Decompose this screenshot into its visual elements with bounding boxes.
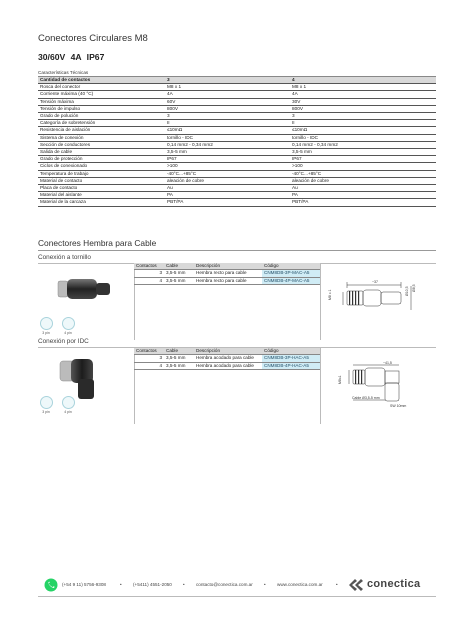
pin-3-badge-icon — [40, 317, 53, 330]
table-cell: 3 — [134, 355, 164, 362]
table-cell: 800V — [290, 105, 436, 112]
thread-dimension: M8 x 1 — [328, 289, 332, 300]
brand-logo-text: conectica — [367, 578, 421, 590]
screw-subtitle: Conexión a tornillo — [38, 254, 91, 261]
table-cell: Material del aislante — [38, 192, 165, 199]
table-row — [38, 98, 436, 105]
table-row — [134, 355, 320, 362]
table-row — [38, 156, 436, 163]
table-cell: aleación de cobre — [290, 177, 436, 184]
table-cell: 3 — [290, 113, 436, 120]
footer-rule — [38, 596, 436, 597]
table-cell: Au — [165, 185, 290, 192]
table-cell: PA — [290, 192, 436, 199]
wrench-size-dimension: SW 10mm — [390, 404, 407, 408]
footer-phone-2: (+5411) 4551-2050 — [133, 582, 172, 587]
table-cell: tornillo - IDC — [290, 134, 436, 141]
table-cell: 3,5-5 mm — [164, 270, 194, 277]
spec-table — [38, 77, 436, 207]
table-cell: Hembra recto para cable — [194, 277, 262, 284]
table-cell: CNM8DB-3P-HAC-A5 — [262, 355, 320, 362]
table-header-row — [38, 77, 436, 84]
pin-3-badge-icon — [40, 396, 53, 409]
header-cell: Descripción — [194, 348, 262, 355]
header-cell: 3 — [165, 77, 290, 84]
table-row — [38, 127, 436, 134]
table-cell: -40°C...+85°C — [165, 170, 290, 177]
table-cell: PBT/PA — [165, 199, 290, 206]
diameter-dimension: Ø10,5 — [405, 286, 409, 296]
table-cell: 4 — [134, 362, 164, 369]
table-cell: Resistencia de aislación — [38, 127, 165, 134]
straight-connector-drawing — [323, 272, 435, 312]
table-row — [38, 185, 436, 192]
table-cell: 3 — [134, 270, 164, 277]
pin-3-label: 3 pin — [42, 410, 50, 414]
header-cell: Código — [262, 263, 320, 270]
table-cell: 3,5-5 mm — [165, 149, 290, 156]
whatsapp-icon — [44, 578, 58, 592]
table-row — [38, 134, 436, 141]
table-cell: Corriente máxima (40 °C) — [38, 91, 165, 98]
table-cell: ≤10mΩ — [165, 127, 290, 134]
table-cell: CNM8DB-4P-MAC-A5 — [262, 277, 320, 284]
table-row — [134, 277, 320, 284]
table-cell: M8 x 1 — [165, 84, 290, 91]
table-cell: IP67 — [290, 156, 436, 163]
table-row — [134, 270, 320, 277]
table-cell: CNM8DB-4P-HAC-A5 — [262, 362, 320, 369]
header-cell: Contactos — [134, 348, 164, 355]
table-row — [38, 91, 436, 98]
table-cell: Au — [290, 185, 436, 192]
table-cell: Temperatura de trabajo — [38, 170, 165, 177]
table-row — [38, 149, 436, 156]
pin-3-label: 3 pin — [42, 331, 50, 335]
angled-connector-photo — [56, 353, 106, 401]
pin-4-badge-icon — [62, 396, 75, 409]
footer-email[interactable]: contacto@conectica.com.ar — [196, 582, 253, 587]
table-cell: -40°C...+85°C — [290, 170, 436, 177]
table-cell: 0,14 mm2 - 0,34 mm2 — [290, 141, 436, 148]
table-cell: Tensión de impulso — [38, 105, 165, 112]
table-cell: PA — [165, 192, 290, 199]
bullet: • — [336, 582, 338, 587]
pin-4-badge-icon — [62, 317, 75, 330]
table-cell: Material de la carcaza — [38, 199, 165, 206]
table-cell: Rosca del conector — [38, 84, 165, 91]
header-cell: Código — [262, 348, 320, 355]
specs-line: 30/60V 4A IP67 — [38, 52, 105, 62]
table-cell: 3,5-5 mm — [164, 277, 194, 284]
bullet: • — [183, 582, 185, 587]
table-header-row — [134, 263, 320, 270]
screw-product-table — [134, 263, 320, 285]
header-cell: Contactos — [134, 263, 164, 270]
table-cell: 4 — [134, 277, 164, 284]
header-cell: Cantidad de contactos — [38, 77, 165, 84]
pin-4-label: 4 pin — [64, 331, 72, 335]
table-cell: II — [165, 120, 290, 127]
table-cell: Placa de contacto — [38, 185, 165, 192]
table-cell: ≤10mΩ — [290, 127, 436, 134]
idc-product-table — [134, 348, 320, 370]
table-header-row — [134, 348, 320, 355]
table-cell: Grado de polución — [38, 113, 165, 120]
table-cell: 3 — [165, 113, 290, 120]
table-cell: aleación de cobre — [165, 177, 290, 184]
body-diameter-dimension: Ø8,5 — [412, 284, 416, 292]
table-cell: >100 — [165, 163, 290, 170]
table-cell: Hembra acodado para cable — [194, 362, 262, 369]
table-row — [38, 105, 436, 112]
footer-website[interactable]: www.conectica.com.ar — [277, 582, 323, 587]
header-cell: Cable — [164, 263, 194, 270]
header-cell: 4 — [290, 77, 436, 84]
table-cell: PBT/PA — [290, 199, 436, 206]
conectica-logo-icon — [347, 577, 365, 593]
table-cell: Ciclos de conexionado — [38, 163, 165, 170]
header-cell: Descripción — [194, 263, 262, 270]
table-cell: Salida de cable — [38, 149, 165, 156]
spec-table-title: Características Técnicas — [38, 70, 89, 75]
table-row — [38, 120, 436, 127]
table-row — [38, 170, 436, 177]
table-cell: Tensión máxima — [38, 98, 165, 105]
table-cell: CNM8DB-3P-MAC-A5 — [262, 270, 320, 277]
length-dimension: ~41,5 — [383, 361, 392, 365]
table-row — [38, 113, 436, 120]
table-cell: tornillo - IDC — [165, 134, 290, 141]
section-rule — [38, 250, 436, 251]
footer-phone-1: (+54 9 11) 5756-9308 — [62, 582, 106, 587]
table-row — [38, 199, 436, 206]
table-row — [38, 163, 436, 170]
table-cell: 4A — [165, 91, 290, 98]
table-cell: >100 — [290, 163, 436, 170]
cable-dimension: Cable Ø3,5-5 mm — [352, 396, 380, 400]
bullet: • — [264, 582, 266, 587]
column-divider — [320, 263, 321, 340]
table-row — [38, 141, 436, 148]
table-cell: II — [290, 120, 436, 127]
table-cell: 3,5-5 mm — [164, 355, 194, 362]
table-row — [38, 84, 436, 91]
table-cell: 3,5-5 mm — [164, 362, 194, 369]
table-cell: Categoría de sobretensión — [38, 120, 165, 127]
table-cell: Grado de protección — [38, 156, 165, 163]
table-row — [38, 192, 436, 199]
table-cell: Material de contacto — [38, 177, 165, 184]
straight-connector-photo — [56, 272, 112, 308]
table-row — [134, 362, 320, 369]
section-title: Conectores Hembra para Cable — [38, 238, 157, 248]
table-cell: 4A — [290, 91, 436, 98]
thread-dimension: M8x1 — [338, 375, 342, 384]
bullet: • — [120, 582, 122, 587]
table-cell: Hembra recto para cable — [194, 270, 262, 277]
table-cell: Hembra acodado para cable — [194, 355, 262, 362]
table-cell: 60V — [165, 98, 290, 105]
angled-connector-drawing — [323, 358, 435, 414]
table-cell: 30V — [290, 98, 436, 105]
length-dimension: ~37 — [372, 280, 378, 284]
table-row — [38, 177, 436, 184]
table-cell: M8 x 1 — [290, 84, 436, 91]
table-cell: Sección de conductores — [38, 141, 165, 148]
column-divider — [320, 347, 321, 424]
idc-subtitle: Conexión por IDC — [38, 338, 89, 345]
table-cell: Sistema de conexión — [38, 134, 165, 141]
pin-4-label: 4 pin — [64, 410, 72, 414]
page-title: Conectores Circulares M8 — [38, 33, 148, 44]
table-cell: 3,5-5 mm — [290, 149, 436, 156]
table-cell: 800V — [165, 105, 290, 112]
header-cell: Cable — [164, 348, 194, 355]
table-cell: 0,14 mm2 - 0,34 mm2 — [165, 141, 290, 148]
table-cell: IP67 — [165, 156, 290, 163]
